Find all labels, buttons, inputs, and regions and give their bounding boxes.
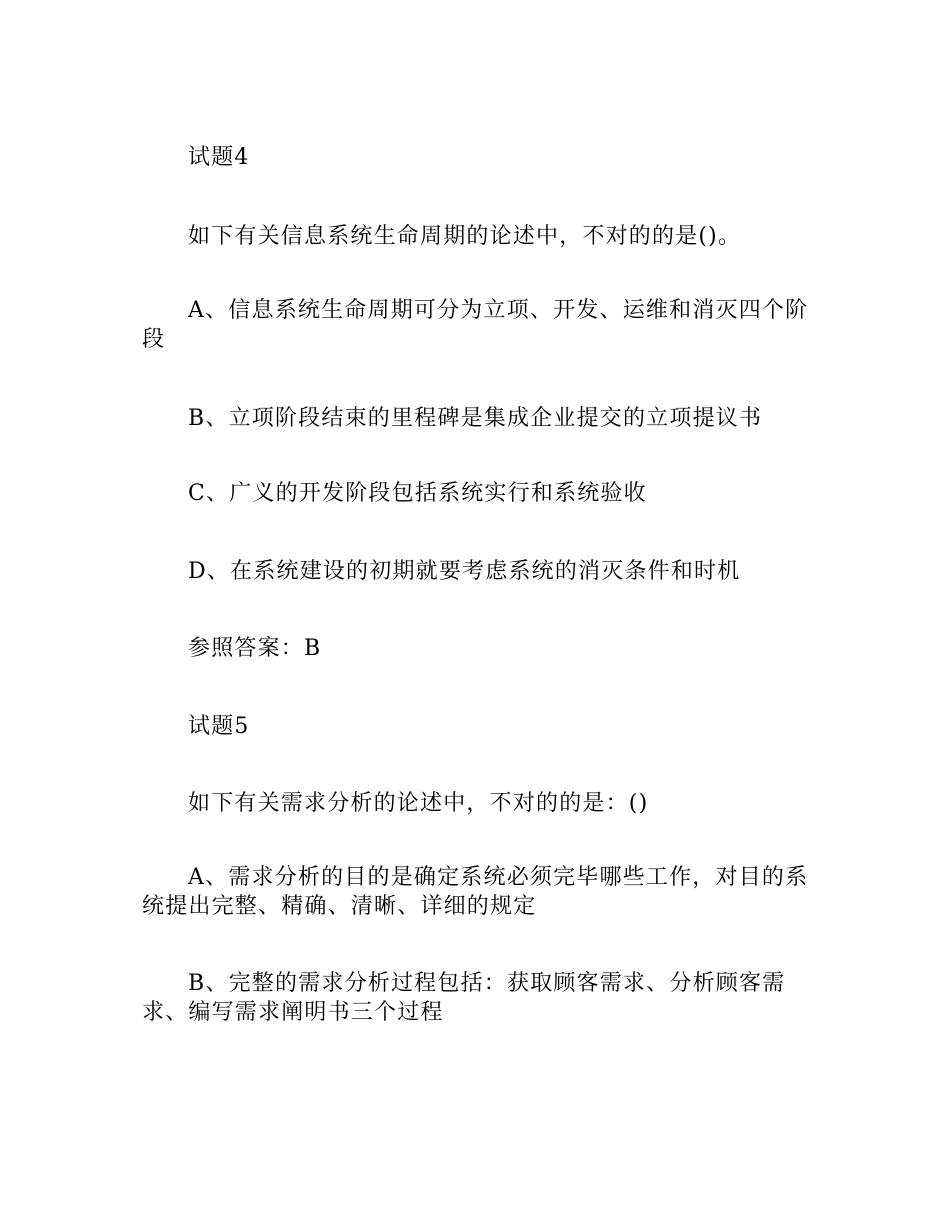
- question-4-option-b: B、立项阶段结束的里程碑是集成企业提交的立项提议书: [188, 406, 763, 431]
- question-4-title: 试题4: [188, 145, 250, 170]
- question-4-option-c: C、广义的开发阶段包括系统实行和系统验收: [188, 481, 647, 506]
- question-4-option-d: D、在系统建设的初期就要考虑系统的消灭条件和时机: [188, 559, 741, 584]
- question-5-title: 试题5: [188, 714, 250, 739]
- question-4-answer: 参照答案：B: [188, 636, 322, 661]
- question-5-stem: 如下有关需求分析的论述中，不对的的是：(): [188, 791, 649, 816]
- question-5-option-b: B、完整的需求分析过程包括：获取顾客需求、分析顾客需求、编写需求阐明书三个过程: [142, 971, 786, 1025]
- question-5-option-a: A、需求分析的目的是确定系统必须完毕哪些工作，对目的系统提出完整、精确、清晰、详细的规定: [142, 865, 809, 919]
- question-4-option-a: A、信息系统生命周期可分为立项、开发、运维和消灭四个阶段: [142, 298, 809, 352]
- question-4-stem: 如下有关信息系统生命周期的论述中，不对的的是()。: [188, 224, 742, 249]
